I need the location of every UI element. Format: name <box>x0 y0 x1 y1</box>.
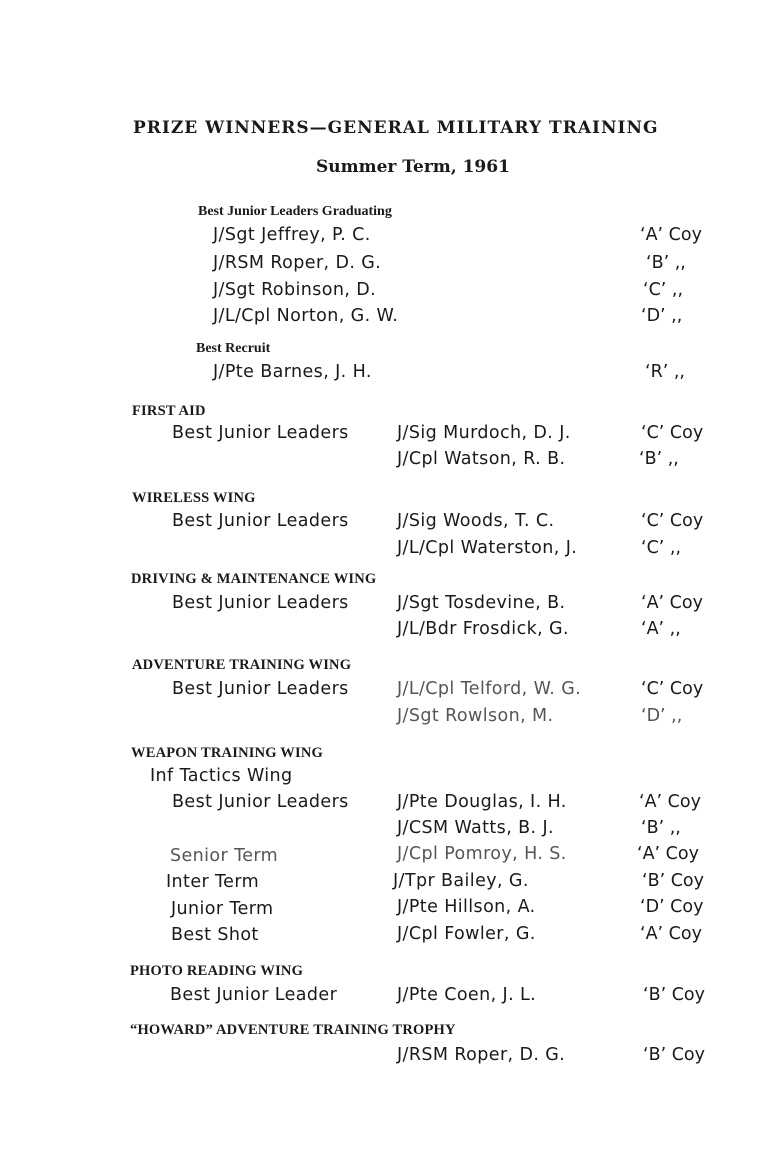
first-aid-category: Best Junior Leaders <box>172 423 349 443</box>
photo-name: J/Pte Coen, J. L. <box>397 985 537 1005</box>
recruit-coy: ‘R’ ,, <box>645 362 685 382</box>
driving-heading: DRIVING & MAINTENANCE WING <box>131 571 377 587</box>
recruit-heading: Best Recruit <box>196 341 271 356</box>
first-aid-coy: ‘C’ Coy <box>641 423 704 443</box>
photo-coy: ‘B’ Coy <box>643 985 705 1005</box>
graduating-coy: ‘B’ ,, <box>646 253 686 273</box>
adventure-coy: ‘D’ ,, <box>641 706 683 726</box>
weapon-coy: ‘A’ Coy <box>640 924 702 944</box>
photo-heading: PHOTO READING WING <box>130 963 304 979</box>
wireless-coy: ‘C’ Coy <box>641 511 704 531</box>
weapon-name: J/CSM Watts, B. J. <box>397 818 554 838</box>
weapon-coy: ‘D’ Coy <box>640 897 704 917</box>
howard-name: J/RSM Roper, D. G. <box>397 1045 566 1065</box>
graduating-coy: ‘A’ Coy <box>640 225 702 245</box>
weapon-coy: ‘B’ Coy <box>642 871 704 891</box>
weapon-coy: ‘B’ ,, <box>641 818 681 838</box>
adventure-name: J/L/Cpl Telford, W. G. <box>397 679 582 699</box>
wireless-coy: ‘C’ ,, <box>641 538 682 558</box>
weapon-category: Inter Term <box>166 872 260 892</box>
graduating-heading: Best Junior Leaders Graduating <box>198 204 392 219</box>
howard-coy: ‘B’ Coy <box>643 1045 705 1065</box>
weapon-subheading: Inf Tactics Wing <box>150 766 293 786</box>
page-title: PRIZE WINNERS—GENERAL MILITARY TRAINING <box>133 118 659 138</box>
howard-heading: “HOWARD” ADVENTURE TRAINING TROPHY <box>130 1022 456 1038</box>
graduating-name: J/Sgt Jeffrey, P. C. <box>213 225 371 245</box>
page-subtitle: Summer Term, 1961 <box>316 157 510 177</box>
driving-name: J/L/Bdr Frosdick, G. <box>397 619 569 639</box>
graduating-coy: ‘D’ ,, <box>641 306 683 326</box>
driving-name: J/Sgt Tosdevine, B. <box>397 593 566 613</box>
weapon-name: J/Tpr Bailey, G. <box>393 871 529 891</box>
weapon-category: Junior Term <box>171 899 274 919</box>
first-aid-heading: FIRST AID <box>132 403 206 419</box>
adventure-heading: ADVENTURE TRAINING WING <box>132 657 352 673</box>
adventure-name: J/Sgt Rowlson, M. <box>397 706 554 726</box>
weapon-name: J/Pte Douglas, I. H. <box>397 792 567 812</box>
wireless-name: J/Sig Woods, T. C. <box>397 511 555 531</box>
first-aid-coy: ‘B’ ,, <box>639 449 679 469</box>
weapon-coy: ‘A’ Coy <box>639 792 701 812</box>
wireless-name: J/L/Cpl Waterston, J. <box>397 538 578 558</box>
weapon-name: J/Pte Hillson, A. <box>397 897 536 917</box>
weapon-category: Best Shot <box>171 925 259 945</box>
weapon-coy: ‘A’ Coy <box>637 844 699 864</box>
weapon-heading: WEAPON TRAINING WING <box>131 745 323 761</box>
wireless-heading: WIRELESS WING <box>132 490 256 506</box>
weapon-name: J/Cpl Fowler, G. <box>397 924 536 944</box>
graduating-name: J/L/Cpl Norton, G. W. <box>213 306 399 326</box>
first-aid-name: J/Sig Murdoch, D. J. <box>397 423 571 443</box>
driving-category: Best Junior Leaders <box>172 593 349 613</box>
weapon-category: Best Junior Leaders <box>172 792 349 812</box>
adventure-category: Best Junior Leaders <box>172 679 349 699</box>
photo-category: Best Junior Leader <box>170 985 338 1005</box>
driving-coy: ‘A’ ,, <box>641 619 681 639</box>
graduating-name: J/Sgt Robinson, D. <box>213 280 377 300</box>
first-aid-name: J/Cpl Watson, R. B. <box>397 449 566 469</box>
adventure-coy: ‘C’ Coy <box>641 679 704 699</box>
graduating-coy: ‘C’ ,, <box>643 280 684 300</box>
driving-coy: ‘A’ Coy <box>641 593 703 613</box>
weapon-name: J/Cpl Pomroy, H. S. <box>397 844 567 864</box>
recruit-name: J/Pte Barnes, J. H. <box>213 362 372 382</box>
wireless-category: Best Junior Leaders <box>172 511 349 531</box>
weapon-category: Senior Term <box>170 846 279 866</box>
graduating-name: J/RSM Roper, D. G. <box>213 253 382 273</box>
